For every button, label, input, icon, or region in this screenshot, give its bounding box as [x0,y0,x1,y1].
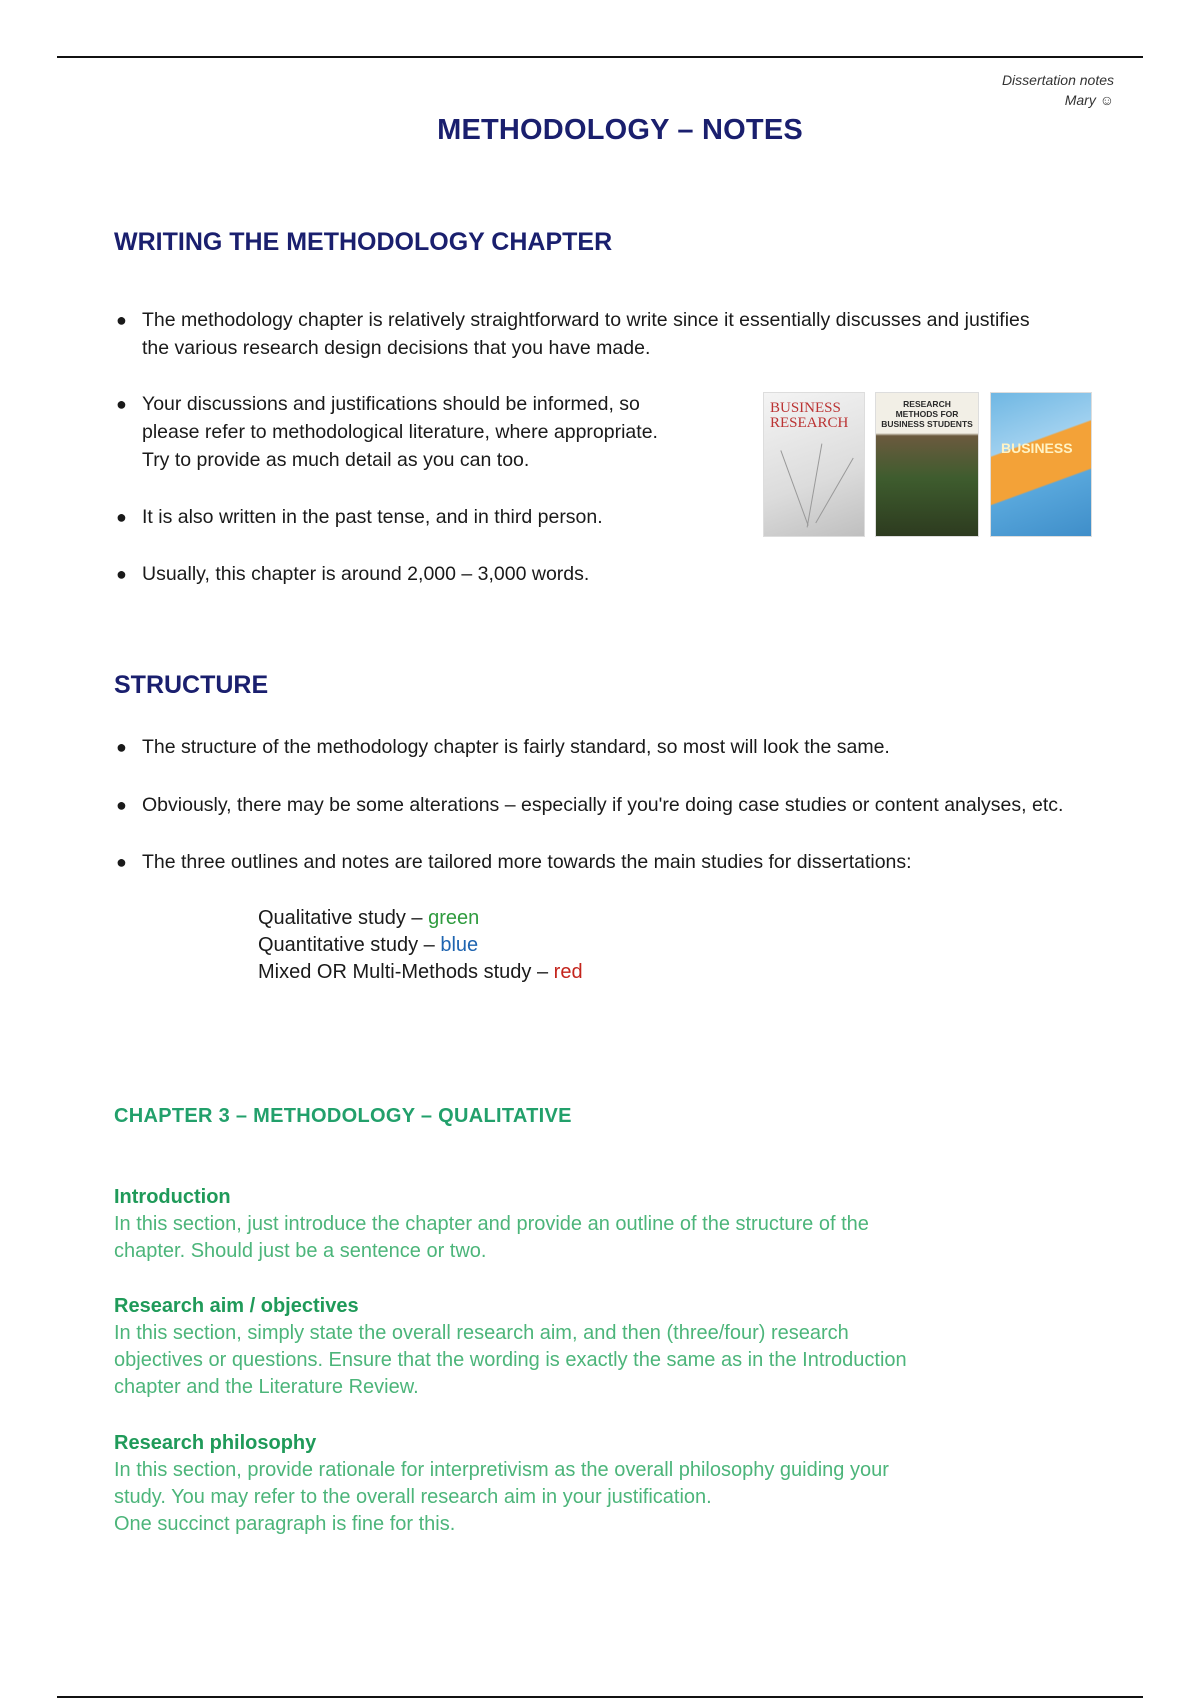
bullet-icon: ● [116,564,127,584]
list-item: ● Usually, this chapter is around 2,000 – 3,000 words. [114,560,734,588]
bullet-icon: ● [116,310,127,330]
writing-bullet-list-4 [114,560,734,588]
book-cover-business-research: BUSINESS RESEARCH [764,393,864,536]
section-research-philosophy [114,1430,1094,1538]
section-text: In this section, provide rationale for interpretivism as the overall philosophy guiding your study. You may refer to the overall research aim in your justification. One succinct paragraph is fine for this. [114,1459,889,1535]
study-type-qualitative: Qualitative study – green [258,907,480,929]
section-heading-structure: STRUCTURE [114,671,269,699]
writing-bullet-list-2 [114,390,734,474]
list-item: ● The three outlines and notes are tailored more towards the main studies for dissertations: [114,848,1114,876]
section-heading-writing: WRITING THE METHODOLOGY CHAPTER [114,228,613,256]
page-title: METHODOLOGY – NOTES [437,114,803,146]
bullet-icon: ● [116,795,127,815]
section-introduction [114,1184,1094,1265]
section-research-aim [114,1293,1094,1401]
bullet-icon: ● [116,737,127,757]
section-title: Introduction [114,1186,231,1208]
structure-bullet-list [114,733,1114,761]
writing-bullet-list [114,306,1074,362]
bullet-icon: ● [116,394,127,414]
header-note-author: Mary ☺ [1064,92,1114,108]
bottom-rule [57,1696,1143,1698]
list-item: ● Obviously, there may be some alterations – especially if you're doing case studies or content analyses, etc. [114,791,1154,819]
document-header-note [1002,70,1114,110]
structure-bullet-list-3 [114,848,1114,876]
list-item: ● It is also written in the past tense, and in third person. [114,503,734,531]
book-cover-business-methods: BUSINESS [991,393,1091,536]
section-title: Research aim / objectives [114,1295,359,1317]
header-note-line1: Dissertation notes [1001,72,1114,88]
top-rule [57,56,1143,58]
chapter3-heading: CHAPTER 3 – METHODOLOGY – QUALITATIVE [114,1105,572,1127]
study-type-list [258,905,583,986]
book-covers [764,393,1091,536]
list-item: ● The structure of the methodology chapter is fairly standard, so most will look the same. [114,733,1114,761]
list-item: ● The methodology chapter is relatively straightforward to write since it essentially discusses and justifies the various research design decisions that you have made. [114,306,1074,362]
list-item: ● Your discussions and justifications should be informed, so please refer to methodological literature, where appropriate. Try to provide as much detail as you can too. [114,390,734,474]
section-text: In this section, just introduce the chapter and provide an outline of the structure of the chapter. Should just be a sentence or two. [114,1213,869,1262]
study-type-mixed: Mixed OR Multi-Methods study – red [258,961,583,983]
bullet-icon: ● [116,507,127,527]
structure-bullet-list-2 [114,791,1154,819]
book-cover-research-methods: RESEARCH METHODS FOR BUSINESS STUDENTS [876,393,978,536]
study-type-quantitative: Quantitative study – blue [258,934,479,956]
bullet-icon: ● [116,852,127,872]
writing-bullet-list-3 [114,503,734,531]
section-title: Research philosophy [114,1432,317,1454]
section-text: In this section, simply state the overall research aim, and then (three/four) research objectives or questions. Ensure that the wording is exactly the same as in the Introduction chapter and the Literature Review. [114,1322,907,1398]
